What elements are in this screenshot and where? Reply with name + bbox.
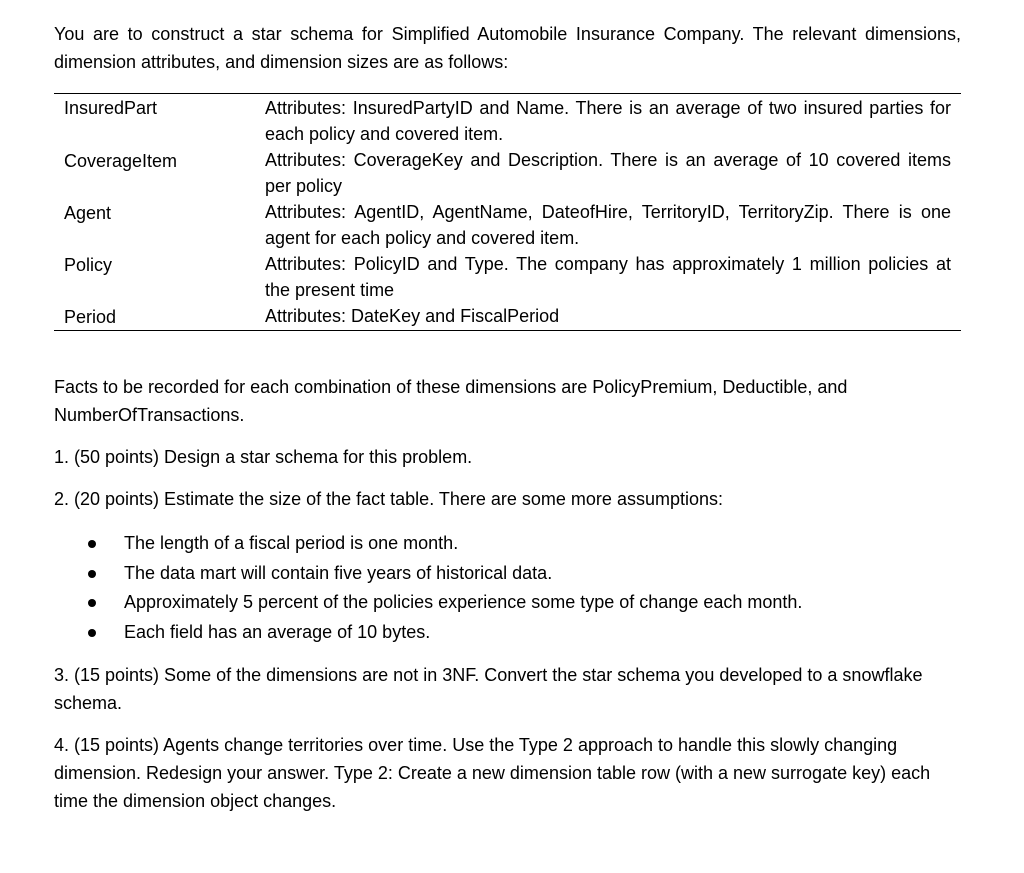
dimension-name: CoverageItem bbox=[64, 151, 178, 171]
list-item bbox=[54, 588, 961, 618]
assumptions-list bbox=[54, 529, 961, 647]
list-item bbox=[54, 529, 961, 559]
dimension-name: InsuredPart bbox=[64, 98, 158, 118]
table-row bbox=[54, 199, 961, 251]
question-2: 2. (20 points) Estimate the size of the fact table. There are some more assumptions: bbox=[54, 489, 723, 509]
dimension-description: Attributes: CoverageKey and Description. There is an average of 10 covered items per policy bbox=[265, 150, 951, 196]
assignment-page bbox=[54, 20, 961, 815]
dimension-name: Period bbox=[64, 307, 117, 327]
table-row bbox=[54, 251, 961, 303]
bullet-icon bbox=[88, 540, 96, 548]
table-row bbox=[54, 147, 961, 199]
dimension-name: Policy bbox=[64, 255, 113, 275]
dimension-description: Attributes: AgentID, AgentName, DateofHire, TerritoryID, TerritoryZip. There is one agent for each policy and covered item. bbox=[265, 202, 951, 248]
dimension-description: Attributes: PolicyID and Type. The company has approximately 1 million policies at the present time bbox=[265, 254, 951, 300]
bullet-icon bbox=[88, 599, 96, 607]
list-item bbox=[54, 618, 961, 648]
dimension-description: Attributes: InsuredPartyID and Name. There is an average of two insured parties for each policy and covered item. bbox=[265, 98, 951, 144]
assumption-text: Each field has an average of 10 bytes. bbox=[124, 621, 431, 642]
bullet-icon bbox=[88, 570, 96, 578]
assumption-text: The length of a fiscal period is one month. bbox=[124, 533, 459, 553]
question-3: 3. (15 points) Some of the dimensions are not in 3NF. Convert the star schema you developed to a snowflake schema. bbox=[54, 665, 923, 713]
dimension-description: Attributes: DateKey and FiscalPeriod bbox=[265, 306, 560, 326]
bullet-icon bbox=[88, 629, 96, 637]
list-item bbox=[54, 559, 961, 589]
dimension-name: Agent bbox=[64, 203, 112, 223]
assumption-text: Approximately 5 percent of the policies experience some type of change each month. bbox=[124, 592, 803, 612]
facts-paragraph: Facts to be recorded for each combination of these dimensions are PolicyPremium, Deductible, and NumberOfTransactions. bbox=[54, 377, 848, 425]
intro-paragraph: You are to construct a star schema for Simplified Automobile Insurance Company. The relevant dimensions, dimension attributes, and dimension sizes are as follows: bbox=[54, 24, 961, 72]
question-1: 1. (50 points) Design a star schema for this problem. bbox=[54, 447, 473, 467]
table-row bbox=[54, 94, 961, 148]
table-row bbox=[54, 303, 961, 331]
dimensions-table bbox=[54, 93, 961, 331]
assumption-text: The data mart will contain five years of historical data. bbox=[124, 562, 553, 583]
question-4: 4. (15 points) Agents change territories over time. Use the Type 2 approach to handle this slowly changing dimension. Redesign your answer. Type 2: Create a new dimension table row (with a new surrogate key) each time the dimension object changes. bbox=[54, 735, 931, 811]
